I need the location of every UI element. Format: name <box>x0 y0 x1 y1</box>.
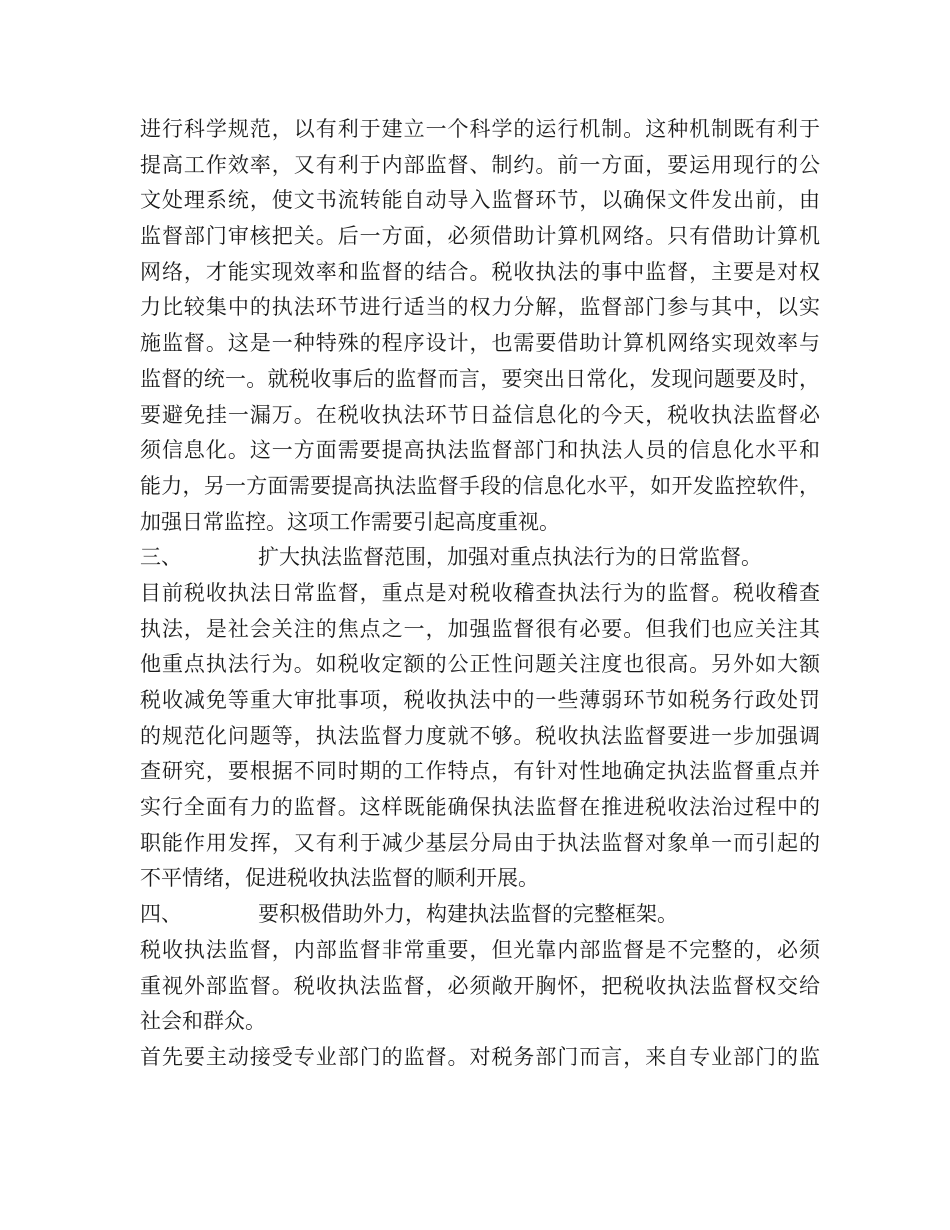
text-line: 须信息化。这一方面需要提高执法监督部门和执法人员的信息化水平和 <box>140 438 820 463</box>
text-line: 网络，才能实现效率和监督的结合。税收执法的事中监督，主要是对权 <box>140 259 820 284</box>
section-title: 扩大执法监督范围，加强对重点执法行为的日常监督。 <box>258 545 762 570</box>
section-heading-3 <box>140 540 820 576</box>
text-line: 要避免挂一漏万。在税收执法环节日益信息化的今天，税收执法监督必 <box>140 402 820 427</box>
text-line: 目前税收执法日常监督，重点是对税收稽查执法行为的监督。税收稽查 <box>140 580 820 605</box>
text-line: 施监督。这是一种特殊的程序设计，也需要借助计算机网络实现效率与 <box>140 331 820 356</box>
text-line: 能力，另一方面需要提高执法监督手段的信息化水平，如开发监控软件， <box>140 473 820 498</box>
section-number: 四、 <box>140 902 182 927</box>
text-line: 力比较集中的执法环节进行适当的权力分解，监督部门参与其中，以实 <box>140 295 820 320</box>
paragraph-continuation <box>140 112 820 540</box>
text-line: 首先要主动接受专业部门的监督。对税务部门而言，来自专业部门的监 <box>140 1044 820 1069</box>
text-line: 税收执法监督，内部监督非常重要，但光靠内部监督是不完整的，必须 <box>140 937 820 962</box>
text-line: 提高工作效率，又有利于内部监督、制约。前一方面，要运用现行的公 <box>140 152 820 177</box>
document-page <box>140 112 820 1076</box>
text-line: 社会和群众。 <box>140 1009 266 1034</box>
section-number: 三、 <box>140 545 182 570</box>
text-line: 不平情绪，促进税收执法监督的顺利开展。 <box>140 866 539 891</box>
section-3-paragraph <box>140 576 820 897</box>
text-line: 的规范化问题等，执法监督力度就不够。税收执法监督要进一步加强调 <box>140 723 820 748</box>
text-line: 监督的统一。就税收事后的监督而言，要突出日常化，发现问题要及时， <box>140 366 820 391</box>
section-heading-4 <box>140 897 820 933</box>
text-line: 税收减免等重大审批事项，税收执法中的一些薄弱环节如税务行政处罚 <box>140 688 820 712</box>
text-line: 重视外部监督。税收执法监督，必须敞开胸怀，把税收执法监督权交给 <box>140 973 820 998</box>
text-line: 查研究，要根据不同时期的工作特点，有针对性地确定执法监督重点并 <box>140 759 820 784</box>
section-4-paragraph <box>140 933 820 1076</box>
text-line: 进行科学规范，以有利于建立一个科学的运行机制。这种机制既有利于 <box>140 117 820 141</box>
text-line: 职能作用发挥，又有利于减少基层分局由于执法监督对象单一而引起的 <box>140 830 820 855</box>
text-line: 实行全面有力的监督。这样既能确保执法监督在推进税收法治过程中的 <box>140 795 820 820</box>
text-line: 他重点执法行为。如税收定额的公正性问题关注度也很高。另外如大额 <box>140 652 820 677</box>
text-line: 执法，是社会关注的焦点之一，加强监督很有必要。但我们也应关注其 <box>140 616 820 641</box>
text-line: 监督部门审核把关。后一方面，必须借助计算机网络。只有借助计算机 <box>140 224 820 249</box>
text-line: 加强日常监控。这项工作需要引起高度重视。 <box>140 509 560 534</box>
text-line: 文处理系统，使文书流转能自动导入监督环节，以确保文件发出前，由 <box>140 188 820 213</box>
section-title: 要积极借助外力，构建执法监督的完整框架。 <box>258 902 678 927</box>
